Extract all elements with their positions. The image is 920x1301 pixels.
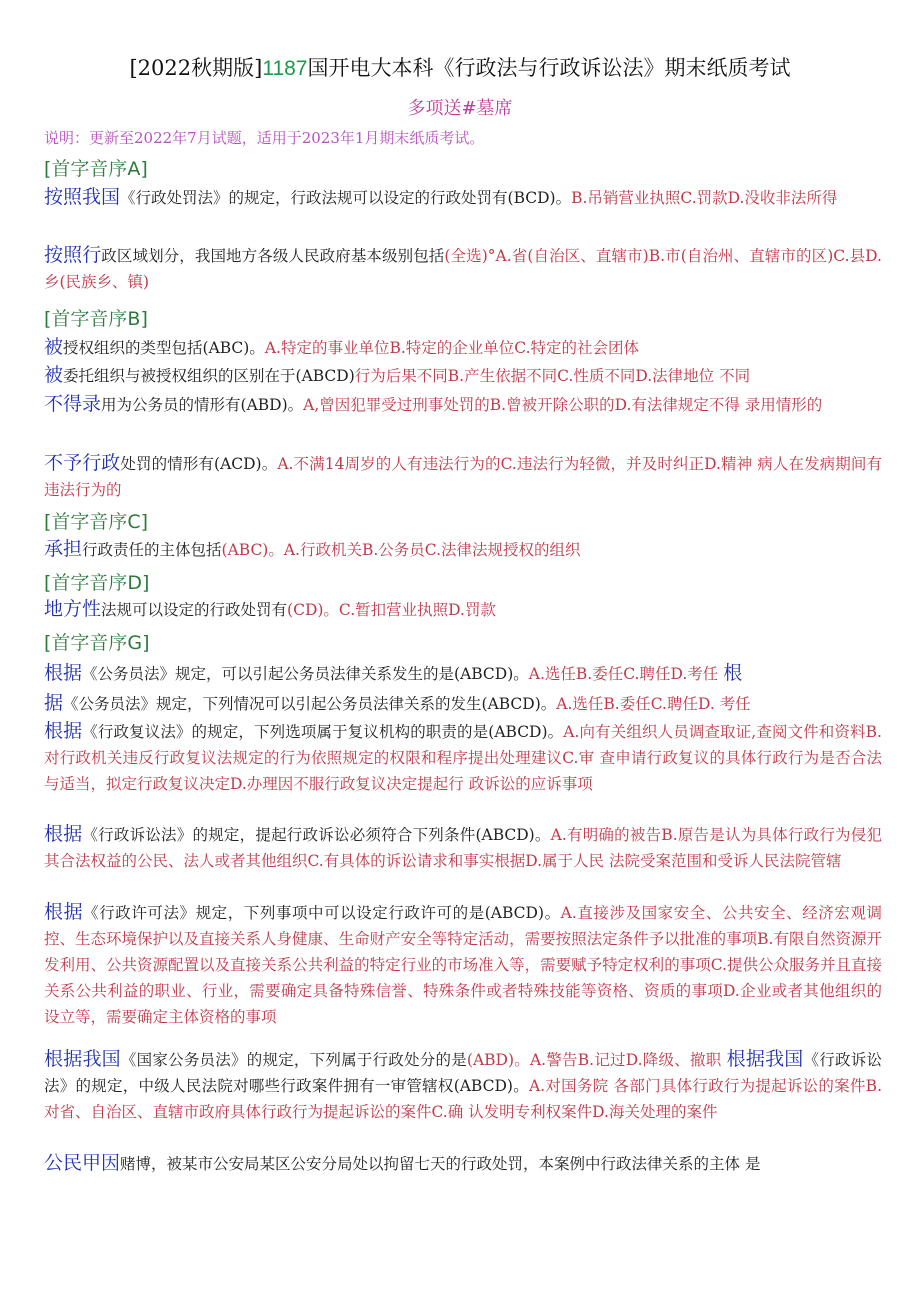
- question-keyword: 承担: [44, 538, 83, 560]
- answer-text: (全选)°A.省(自治区、直辖市)B.市(自治州、直辖市的区)C.县D.乡(民族乡、镇): [44, 247, 882, 291]
- question-item: [44, 596, 882, 623]
- section-heading-b: [首字音序B]: [44, 308, 148, 330]
- question-text: 委托组织与被授权组织的区别在于(ABCD): [63, 367, 355, 385]
- answer-text: (ABC)。A.行政机关B.公务员C.法律法规授权的组织: [221, 541, 581, 559]
- question-keyword: 据: [44, 692, 64, 714]
- question-item: [44, 718, 882, 797]
- title-rest: 国开电大本科《行政法与行政诉讼法》期末纸质考试: [307, 56, 791, 80]
- question-text: 赌博，被某市公安局某区公安分局处以拘留七天的行政处罚，本案例中行政法律关系的主体 是: [120, 1155, 761, 1173]
- question-item: [44, 1046, 882, 1125]
- question-item: [44, 690, 882, 717]
- question-text: 《国家公务员法》的规定，下列属于行政处分的是: [120, 1051, 467, 1069]
- question-keyword: 按照行: [44, 244, 102, 266]
- answer-text: (ABD)。A.警告B.记过D.降级、撤职: [466, 1051, 722, 1069]
- question-text: 政区域划分，我国地方各级人民政府基本级别包括: [101, 247, 445, 265]
- answer-text: (CD)。C.暂扣营业执照D.罚款: [287, 601, 496, 619]
- answer-text: A.特定的事业单位B.特定的企业单位C.特定的社会团体: [264, 339, 640, 357]
- question-text: 《行政诉讼法》的规定，提起行政诉讼必须符合下列条件(ABCD)。: [82, 826, 551, 844]
- question-item: [44, 450, 882, 503]
- question-text: 行政责任的主体包括: [82, 541, 222, 559]
- question-keyword: 被: [44, 336, 64, 358]
- question-text: 《行政处罚法》的规定，行政法规可以设定的行政处罚有(BCD)。: [120, 189, 572, 207]
- question-item: [44, 1150, 882, 1177]
- page-subtitle: 多项送#墓席: [407, 98, 513, 119]
- question-text: 《公务员法》规定，可以引起公务员法律关系发生的是(ABCD)。: [82, 665, 529, 683]
- question-text: 授权组织的类型包括(ABC)。: [63, 339, 265, 357]
- question-keyword: 根: [723, 662, 743, 684]
- title-prefix: [2022秋期版]: [129, 56, 263, 80]
- answer-text: A.不满14周岁的人有违法行为的C.违法行为轻微，并及时纠正D.精神 病人在发病期间有违法行为的: [44, 455, 882, 499]
- question-keyword: 按照我国: [44, 186, 121, 208]
- answer-text: B.吊销营业执照C.罚款D.没收非法所得: [571, 189, 838, 207]
- question-keyword: 根据: [44, 662, 83, 684]
- question-keyword: 地方性: [44, 598, 102, 620]
- question-item: [44, 536, 882, 563]
- question-text: 《公务员法》规定，下列情况可以引起公务员法律关系的发生(ABCD)。: [63, 695, 557, 713]
- question-keyword: 根据: [44, 823, 83, 845]
- question-keyword: 根据我国: [44, 1048, 121, 1070]
- title-course-code: 1187: [262, 57, 308, 80]
- answer-text: A.选任B.委任C.聘任D.考任: [528, 665, 719, 683]
- question-text: 《行政诉讼法》的规定，中级人民法院对哪些行政案件拥有一审管辖权(ABCD)。: [44, 1051, 882, 1095]
- answer-text: A.有明确的被告B.原告是认为具体行政行为侵犯其合法权益的公民、法人或者其他组织C.有具体的诉讼请求和事实根据D.属于人民 法院受案范围和受诉人民法院管辖: [44, 826, 882, 870]
- question-item: [44, 660, 882, 687]
- question-item: [44, 362, 882, 389]
- question-item: [44, 242, 882, 295]
- section-heading-a: [首字音序A]: [44, 158, 148, 180]
- question-keyword: 国: [784, 1048, 804, 1070]
- section-heading-d: [首字音序D]: [44, 572, 150, 594]
- question-keyword: 根据我: [726, 1048, 785, 1070]
- question-item: [44, 334, 882, 361]
- question-text: 《行政许可法》规定，下列事项中可以设定行政许可的是(ABCD)。: [83, 904, 561, 922]
- section-heading-c: [首字音序C]: [44, 511, 149, 533]
- question-keyword: 公民甲因: [44, 1152, 121, 1174]
- question-text: 处罚的情形有(ACD)。: [120, 455, 278, 473]
- section-heading-g: [首字音序G]: [44, 632, 150, 654]
- update-note: 说明：更新至2022年7月试题，适用于2023年1月期末纸质考试。: [44, 129, 485, 147]
- answer-text: A.向有关组织人员调查取证,查阅文件和资料B.对行政机关违反行政复议法规定的行为依照规定的权限和程序提出处理建议C.审 查申请行政复议的具体行政行为是否合法与适当，拟定行政复议决定D.办理因不服行政复议决定提起行 政诉讼的应诉事项: [44, 723, 882, 793]
- question-item: [44, 184, 882, 211]
- question-text: 法规可以设定的行政处罚有: [101, 601, 288, 619]
- question-keyword: 根据: [44, 720, 83, 742]
- answer-text: A.直接涉及国家安全、公共安全、经济宏观调控、生态环境保护以及直接关系人身健康、生命财产安全等特定活动，需要按照法定条件予以批准的事项B.有限自然资源开发利用、公共资源配置以及直接关系公共利益的特定行业的市场准入等，需要赋予特定权利的事项C.提供公众服务并且直接关系公共利益的职业、行业，需要确定具备特殊信誉、特殊条件或者特殊技能等资格、资质的事项D.企业或者其他组织的设立等，需要确定主体资格的事项: [44, 904, 882, 1026]
- answer-text: A.对国务院 各部门具体行政行为提起诉讼的案件B.对省、自治区、直辖市政府具体行政行为提起诉讼的案件C.确 认发明专利权案件D.海关处理的案件: [44, 1077, 882, 1121]
- answer-text: A.选任B.委任C.聘任D. 考任: [556, 695, 751, 713]
- question-keyword: 被: [44, 364, 64, 386]
- question-keyword: 根据: [44, 901, 84, 923]
- page-title: [0, 52, 920, 82]
- question-text: 用为公务员的情形有(ABD)。: [101, 396, 304, 414]
- question-text: 《行政复议法》的规定，下列选项属于复议机构的职责的是(ABCD)。: [82, 723, 564, 741]
- answer-text: A,曾因犯罪受过刑事处罚的B.曾被开除公职的D.有法律规定不得 录用情形的: [303, 396, 823, 414]
- question-keyword: 不得录: [44, 393, 102, 415]
- answer-text: 行为后果不同B.产生依据不同C.性质不同D.法律地位 不同: [354, 367, 751, 385]
- question-item: [44, 899, 882, 1030]
- question-keyword: 不予行政: [44, 452, 121, 474]
- question-item: [44, 391, 882, 418]
- question-item: [44, 821, 882, 874]
